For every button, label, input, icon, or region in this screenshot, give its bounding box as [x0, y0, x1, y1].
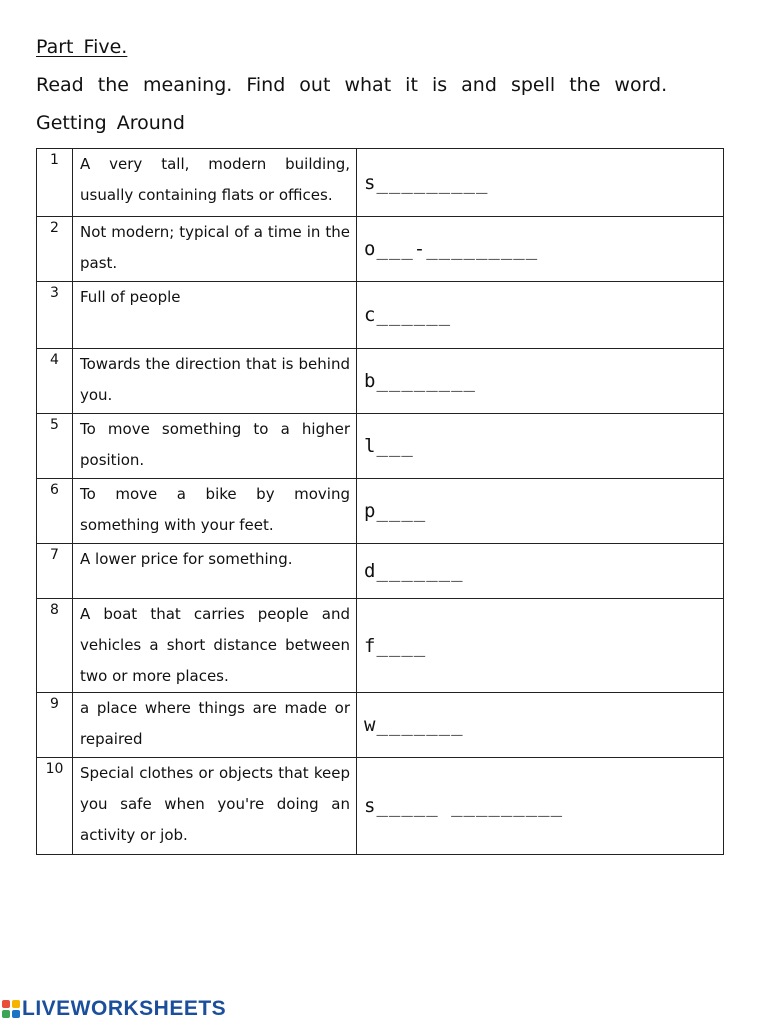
row-number: 3	[37, 282, 73, 349]
part-title: Part Five.	[36, 36, 128, 58]
meaning-cell: A lower price for something.	[73, 544, 357, 599]
row-number: 10	[37, 758, 73, 855]
table-row	[37, 693, 724, 758]
answer-field[interactable]: f____	[357, 599, 724, 693]
meaning-cell: Full of people	[73, 282, 357, 349]
row-number: 7	[37, 544, 73, 599]
meaning-cell: Special clothes or objects that keep you safe when you're doing an activity or job.	[73, 758, 357, 855]
vocabulary-table	[36, 148, 724, 855]
table-row	[37, 599, 724, 693]
instruction-text: Read the meaning. Find out what it is and spell the word.	[36, 74, 668, 96]
meaning-cell: Towards the direction that is behind you.	[73, 349, 357, 414]
answer-field[interactable]: d_______	[357, 544, 724, 599]
meaning-cell: A boat that carries people and vehicles a short distance between two or more places.	[73, 599, 357, 693]
row-number: 9	[37, 693, 73, 758]
logo-square-green	[2, 1010, 10, 1018]
answer-field[interactable]: p____	[357, 479, 724, 544]
meaning-cell: A very tall, modern building, usually containing flats or offices.	[73, 149, 357, 217]
meaning-cell: Not modern; typical of a time in the past.	[73, 217, 357, 282]
row-number: 6	[37, 479, 73, 544]
logo-icon	[2, 1000, 20, 1018]
answer-field[interactable]: w_______	[357, 693, 724, 758]
topic-heading: Getting Around	[36, 112, 185, 134]
row-number: 1	[37, 149, 73, 217]
answer-field[interactable]: b________	[357, 349, 724, 414]
liveworksheets-logo	[2, 996, 226, 1022]
table-row	[37, 282, 724, 349]
answer-field[interactable]: o___-_________	[357, 217, 724, 282]
table-row	[37, 349, 724, 414]
meaning-cell: a place where things are made or repaired	[73, 693, 357, 758]
table-row	[37, 758, 724, 855]
logo-square-yellow	[12, 1000, 20, 1008]
answer-field[interactable]: s_____ _________	[357, 758, 724, 855]
answer-field[interactable]: s_________	[357, 149, 724, 217]
meaning-cell: To move a bike by moving something with your feet.	[73, 479, 357, 544]
row-number: 8	[37, 599, 73, 693]
row-number: 5	[37, 414, 73, 479]
row-number: 4	[37, 349, 73, 414]
meaning-cell: To move something to a higher position.	[73, 414, 357, 479]
logo-text: LIVEWORKSHEETS	[22, 997, 227, 1020]
table-row	[37, 479, 724, 544]
answer-field[interactable]: l___	[357, 414, 724, 479]
logo-square-blue	[12, 1010, 20, 1018]
logo-square-red	[2, 1000, 10, 1008]
answer-field[interactable]: c______	[357, 282, 724, 349]
table-row	[37, 414, 724, 479]
row-number: 2	[37, 217, 73, 282]
table-row	[37, 149, 724, 217]
table-row	[37, 544, 724, 599]
table-row	[37, 217, 724, 282]
